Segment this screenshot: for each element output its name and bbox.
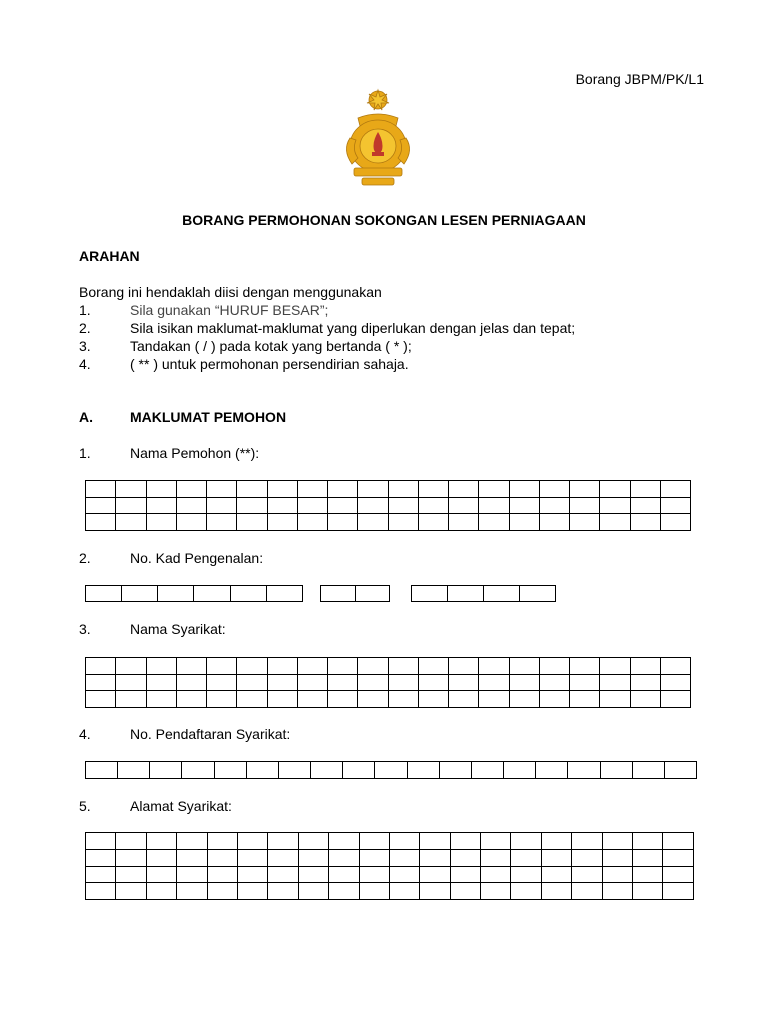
char-box[interactable] xyxy=(237,849,267,866)
char-box[interactable] xyxy=(207,849,237,866)
instruction-number: 1. xyxy=(79,302,91,318)
instruction-item xyxy=(0,320,768,338)
field-number: 2. xyxy=(79,550,91,566)
char-box[interactable] xyxy=(116,497,146,514)
char-box[interactable] xyxy=(412,586,448,602)
char-box[interactable] xyxy=(509,497,539,514)
char-box[interactable] xyxy=(449,514,479,531)
char-box[interactable] xyxy=(237,674,267,691)
char-box[interactable] xyxy=(509,658,539,675)
char-box[interactable] xyxy=(297,481,327,498)
char-box[interactable] xyxy=(570,497,600,514)
char-box[interactable] xyxy=(539,674,569,691)
char-box[interactable] xyxy=(633,833,663,850)
char-box[interactable] xyxy=(118,762,150,779)
char-box[interactable] xyxy=(298,883,328,900)
ic-number-part3-boxes xyxy=(411,585,556,602)
section-title: MAKLUMAT PEMOHON xyxy=(130,409,287,425)
char-box[interactable] xyxy=(388,674,418,691)
char-box[interactable] xyxy=(509,674,539,691)
char-box[interactable] xyxy=(358,674,388,691)
company-name-boxes xyxy=(85,657,691,708)
char-box[interactable] xyxy=(116,674,146,691)
char-box[interactable] xyxy=(177,833,207,850)
char-box[interactable] xyxy=(600,762,632,779)
char-box[interactable] xyxy=(418,514,448,531)
char-box[interactable] xyxy=(539,514,569,531)
char-box[interactable] xyxy=(146,849,176,866)
char-box[interactable] xyxy=(471,762,503,779)
char-box[interactable] xyxy=(418,481,448,498)
field-label-row xyxy=(0,798,768,816)
char-box[interactable] xyxy=(388,514,418,531)
char-box[interactable] xyxy=(479,658,509,675)
char-box[interactable] xyxy=(86,691,116,708)
char-box[interactable] xyxy=(86,586,122,602)
char-box[interactable] xyxy=(439,762,471,779)
char-box[interactable] xyxy=(86,514,116,531)
char-box[interactable] xyxy=(298,849,328,866)
char-box[interactable] xyxy=(358,497,388,514)
char-box[interactable] xyxy=(214,762,246,779)
char-box[interactable] xyxy=(116,849,146,866)
char-box[interactable] xyxy=(116,514,146,531)
char-box[interactable] xyxy=(633,866,663,883)
ic-number-part2-boxes xyxy=(320,585,390,602)
char-box[interactable] xyxy=(146,866,176,883)
char-box[interactable] xyxy=(630,514,660,531)
char-box[interactable] xyxy=(450,849,480,866)
char-box[interactable] xyxy=(633,883,663,900)
char-box[interactable] xyxy=(237,481,267,498)
char-box[interactable] xyxy=(176,481,206,498)
char-box[interactable] xyxy=(207,833,237,850)
char-box[interactable] xyxy=(86,658,116,675)
char-box[interactable] xyxy=(479,481,509,498)
field-number: 5. xyxy=(79,798,91,814)
char-box[interactable] xyxy=(237,883,267,900)
char-box[interactable] xyxy=(630,691,660,708)
field-label: No. Kad Pengenalan: xyxy=(130,550,264,566)
char-box[interactable] xyxy=(539,497,569,514)
char-box[interactable] xyxy=(359,866,389,883)
char-box[interactable] xyxy=(600,674,630,691)
char-box[interactable] xyxy=(509,514,539,531)
field-label-row xyxy=(0,550,768,568)
char-box[interactable] xyxy=(207,883,237,900)
char-box[interactable] xyxy=(268,833,298,850)
char-box[interactable] xyxy=(450,883,480,900)
ic-number-part1-boxes xyxy=(85,585,303,602)
instruction-text: Sila gunakan “HURUF BESAR”; xyxy=(130,302,329,318)
char-box[interactable] xyxy=(389,866,419,883)
char-box[interactable] xyxy=(660,481,690,498)
char-box[interactable] xyxy=(321,586,356,602)
char-box[interactable] xyxy=(116,481,146,498)
char-box[interactable] xyxy=(176,674,206,691)
char-box[interactable] xyxy=(237,866,267,883)
char-box[interactable] xyxy=(297,497,327,514)
char-box[interactable] xyxy=(328,497,358,514)
char-box[interactable] xyxy=(343,762,375,779)
char-box[interactable] xyxy=(328,674,358,691)
field-number: 1. xyxy=(79,445,91,461)
char-box[interactable] xyxy=(297,658,327,675)
char-box[interactable] xyxy=(176,691,206,708)
char-box[interactable] xyxy=(600,658,630,675)
char-box[interactable] xyxy=(664,762,696,779)
char-box[interactable] xyxy=(509,691,539,708)
char-box[interactable] xyxy=(511,883,541,900)
char-box[interactable] xyxy=(297,691,327,708)
section-a-heading xyxy=(0,409,768,427)
char-box[interactable] xyxy=(266,586,302,602)
char-box[interactable] xyxy=(602,833,632,850)
char-box[interactable] xyxy=(359,883,389,900)
instruction-text: ( ** ) untuk permohonan persendirian sahaja. xyxy=(130,356,409,372)
char-box[interactable] xyxy=(541,849,571,866)
char-box[interactable] xyxy=(660,497,690,514)
char-box[interactable] xyxy=(541,866,571,883)
char-box[interactable] xyxy=(420,866,450,883)
char-box[interactable] xyxy=(568,762,600,779)
char-box[interactable] xyxy=(86,849,116,866)
company-address-boxes xyxy=(85,832,694,900)
char-box[interactable] xyxy=(572,883,602,900)
char-box[interactable] xyxy=(230,586,266,602)
char-box[interactable] xyxy=(602,883,632,900)
applicant-name-boxes xyxy=(85,480,691,531)
char-box[interactable] xyxy=(630,674,660,691)
char-box[interactable] xyxy=(660,658,690,675)
char-box[interactable] xyxy=(267,497,297,514)
instruction-number: 4. xyxy=(79,356,91,372)
char-box[interactable] xyxy=(268,849,298,866)
char-box[interactable] xyxy=(122,586,158,602)
char-box[interactable] xyxy=(328,481,358,498)
char-box[interactable] xyxy=(176,497,206,514)
char-box[interactable] xyxy=(450,833,480,850)
char-box[interactable] xyxy=(177,883,207,900)
char-box[interactable] xyxy=(389,849,419,866)
char-box[interactable] xyxy=(329,833,359,850)
char-box[interactable] xyxy=(481,866,511,883)
char-box[interactable] xyxy=(267,658,297,675)
field-label: Nama Syarikat: xyxy=(130,621,226,637)
char-box[interactable] xyxy=(449,674,479,691)
char-box[interactable] xyxy=(146,497,176,514)
char-box[interactable] xyxy=(355,586,390,602)
char-box[interactable] xyxy=(602,849,632,866)
char-box[interactable] xyxy=(511,849,541,866)
char-box[interactable] xyxy=(177,849,207,866)
char-box[interactable] xyxy=(630,658,660,675)
char-box[interactable] xyxy=(539,691,569,708)
char-box[interactable] xyxy=(572,866,602,883)
char-box[interactable] xyxy=(388,658,418,675)
field-number: 3. xyxy=(79,621,91,637)
char-box[interactable] xyxy=(484,586,520,602)
char-box[interactable] xyxy=(633,849,663,866)
char-box[interactable] xyxy=(207,514,237,531)
char-box[interactable] xyxy=(207,481,237,498)
char-box[interactable] xyxy=(570,674,600,691)
char-box[interactable] xyxy=(418,658,448,675)
char-box[interactable] xyxy=(389,883,419,900)
char-box[interactable] xyxy=(267,514,297,531)
field-label-row xyxy=(0,445,768,463)
instruction-item xyxy=(0,356,768,374)
section-letter: A. xyxy=(79,409,93,425)
char-box[interactable] xyxy=(158,586,194,602)
field-label: Alamat Syarikat: xyxy=(130,798,232,814)
char-box[interactable] xyxy=(359,849,389,866)
char-box[interactable] xyxy=(358,658,388,675)
char-box[interactable] xyxy=(176,514,206,531)
char-box[interactable] xyxy=(329,849,359,866)
char-box[interactable] xyxy=(246,762,278,779)
char-box[interactable] xyxy=(358,514,388,531)
char-box[interactable] xyxy=(146,658,176,675)
char-box[interactable] xyxy=(541,833,571,850)
char-box[interactable] xyxy=(479,691,509,708)
char-box[interactable] xyxy=(539,481,569,498)
char-box[interactable] xyxy=(663,833,694,850)
char-box[interactable] xyxy=(328,691,358,708)
instruction-text: Tandakan ( / ) pada kotak yang bertanda ( * ); xyxy=(130,338,412,354)
char-box[interactable] xyxy=(86,481,116,498)
char-box[interactable] xyxy=(116,883,146,900)
char-box[interactable] xyxy=(602,866,632,883)
char-box[interactable] xyxy=(388,497,418,514)
char-box[interactable] xyxy=(632,762,664,779)
char-box[interactable] xyxy=(407,762,439,779)
char-box[interactable] xyxy=(298,833,328,850)
field-label: Nama Pemohon (**): xyxy=(130,445,260,461)
char-box[interactable] xyxy=(449,658,479,675)
char-box[interactable] xyxy=(146,481,176,498)
char-box[interactable] xyxy=(267,674,297,691)
char-box[interactable] xyxy=(237,658,267,675)
instruction-item xyxy=(0,302,768,320)
char-box[interactable] xyxy=(86,883,116,900)
char-box[interactable] xyxy=(520,586,556,602)
char-box[interactable] xyxy=(146,883,176,900)
char-box[interactable] xyxy=(207,866,237,883)
char-box[interactable] xyxy=(116,691,146,708)
char-box[interactable] xyxy=(418,691,448,708)
char-box[interactable] xyxy=(268,883,298,900)
char-box[interactable] xyxy=(479,514,509,531)
char-box[interactable] xyxy=(329,883,359,900)
char-box[interactable] xyxy=(572,833,602,850)
char-box[interactable] xyxy=(663,849,694,866)
char-box[interactable] xyxy=(660,514,690,531)
char-box[interactable] xyxy=(481,849,511,866)
char-box[interactable] xyxy=(420,883,450,900)
char-box[interactable] xyxy=(297,674,327,691)
instruction-text: Sila isikan maklumat-maklumat yang diperlukan dengan jelas dan tepat; xyxy=(130,320,576,336)
char-box[interactable] xyxy=(311,762,343,779)
char-box[interactable] xyxy=(388,691,418,708)
char-box[interactable] xyxy=(375,762,407,779)
char-box[interactable] xyxy=(116,866,146,883)
char-box[interactable] xyxy=(146,514,176,531)
instruction-number: 3. xyxy=(79,338,91,354)
char-box[interactable] xyxy=(449,481,479,498)
char-box[interactable] xyxy=(328,514,358,531)
char-box[interactable] xyxy=(600,497,630,514)
char-box[interactable] xyxy=(328,658,358,675)
char-box[interactable] xyxy=(600,514,630,531)
char-box[interactable] xyxy=(146,691,176,708)
char-box[interactable] xyxy=(237,833,267,850)
char-box[interactable] xyxy=(450,866,480,883)
char-box[interactable] xyxy=(194,586,230,602)
char-box[interactable] xyxy=(449,497,479,514)
char-box[interactable] xyxy=(570,658,600,675)
char-box[interactable] xyxy=(146,674,176,691)
char-box[interactable] xyxy=(660,674,690,691)
char-box[interactable] xyxy=(570,514,600,531)
char-box[interactable] xyxy=(86,866,116,883)
char-box[interactable] xyxy=(481,833,511,850)
char-box[interactable] xyxy=(207,691,237,708)
char-box[interactable] xyxy=(177,866,207,883)
char-box[interactable] xyxy=(237,514,267,531)
char-box[interactable] xyxy=(570,691,600,708)
char-box[interactable] xyxy=(268,866,298,883)
char-box[interactable] xyxy=(359,833,389,850)
char-box[interactable] xyxy=(298,866,328,883)
char-box[interactable] xyxy=(86,674,116,691)
char-box[interactable] xyxy=(182,762,214,779)
char-box[interactable] xyxy=(630,481,660,498)
form-title: BORANG PERMOHONAN SOKONGAN LESEN PERNIAGAAN xyxy=(182,212,586,228)
char-box[interactable] xyxy=(237,691,267,708)
char-box[interactable] xyxy=(660,691,690,708)
char-box[interactable] xyxy=(116,658,146,675)
char-box[interactable] xyxy=(358,691,388,708)
crest-emblem xyxy=(338,88,418,192)
char-box[interactable] xyxy=(572,849,602,866)
instructions-intro: Borang ini hendaklah diisi dengan menggunakan xyxy=(79,284,382,300)
char-box[interactable] xyxy=(539,658,569,675)
char-box[interactable] xyxy=(511,833,541,850)
char-box[interactable] xyxy=(358,481,388,498)
char-box[interactable] xyxy=(570,481,600,498)
char-box[interactable] xyxy=(116,833,146,850)
char-box[interactable] xyxy=(663,866,694,883)
char-box[interactable] xyxy=(207,658,237,675)
instruction-number: 2. xyxy=(79,320,91,336)
char-box[interactable] xyxy=(267,691,297,708)
char-box[interactable] xyxy=(86,833,116,850)
char-box[interactable] xyxy=(267,481,297,498)
char-box[interactable] xyxy=(479,497,509,514)
char-box[interactable] xyxy=(176,658,206,675)
char-box[interactable] xyxy=(448,586,484,602)
company-registration-boxes xyxy=(85,761,697,779)
field-label: No. Pendaftaran Syarikat: xyxy=(130,726,291,742)
instruction-item xyxy=(0,338,768,356)
char-box[interactable] xyxy=(449,691,479,708)
char-box[interactable] xyxy=(150,762,182,779)
char-box[interactable] xyxy=(541,883,571,900)
char-box[interactable] xyxy=(278,762,310,779)
char-box[interactable] xyxy=(86,497,116,514)
char-box[interactable] xyxy=(329,866,359,883)
char-box[interactable] xyxy=(511,866,541,883)
char-box[interactable] xyxy=(420,833,450,850)
char-box[interactable] xyxy=(630,497,660,514)
char-box[interactable] xyxy=(207,674,237,691)
char-box[interactable] xyxy=(663,883,694,900)
char-box[interactable] xyxy=(418,674,448,691)
char-box[interactable] xyxy=(389,833,419,850)
char-box[interactable] xyxy=(600,691,630,708)
char-box[interactable] xyxy=(600,481,630,498)
instructions-heading: ARAHAN xyxy=(79,248,140,264)
char-box[interactable] xyxy=(536,762,568,779)
char-box[interactable] xyxy=(418,497,448,514)
char-box[interactable] xyxy=(481,883,511,900)
char-box[interactable] xyxy=(504,762,536,779)
form-code: Borang JBPM/PK/L1 xyxy=(575,71,704,87)
char-box[interactable] xyxy=(420,849,450,866)
char-box[interactable] xyxy=(207,497,237,514)
field-number: 4. xyxy=(79,726,91,742)
char-box[interactable] xyxy=(86,762,118,779)
field-label-row xyxy=(0,726,768,744)
field-label-row xyxy=(0,621,768,639)
char-box[interactable] xyxy=(237,497,267,514)
char-box[interactable] xyxy=(146,833,176,850)
char-box[interactable] xyxy=(297,514,327,531)
char-box[interactable] xyxy=(479,674,509,691)
char-box[interactable] xyxy=(509,481,539,498)
char-box[interactable] xyxy=(388,481,418,498)
